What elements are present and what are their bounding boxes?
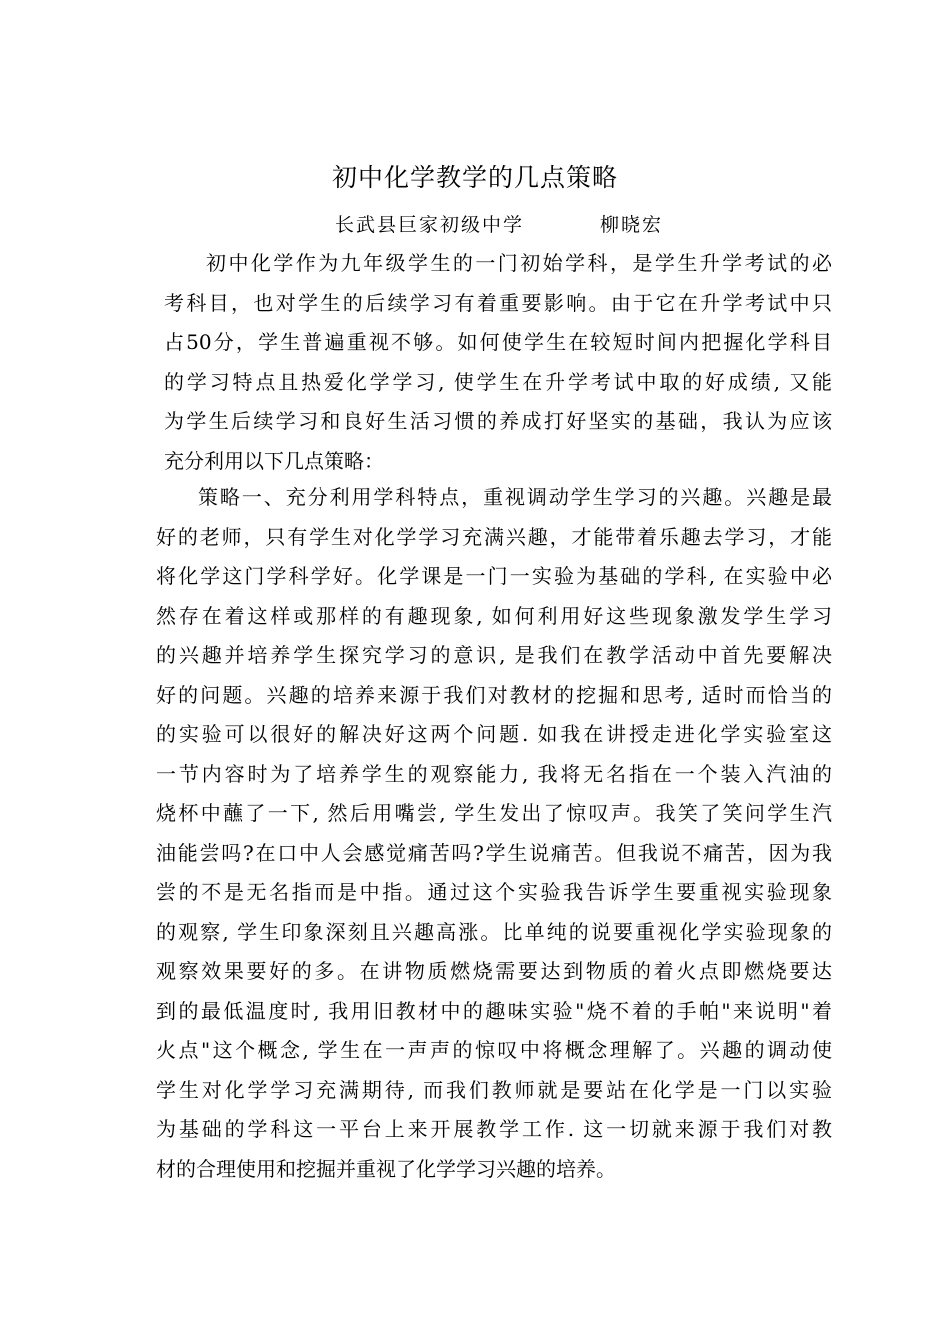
paragraph-line: 观察效果要好的多。在讲物质燃烧需要达到物质的着火点即燃烧要达: [156, 959, 832, 983]
paragraph-line: 为基础的学科这一平台上来开展教学工作. 这一切就来源于我们对教: [156, 1117, 832, 1141]
paragraph-line: 然存在着这样或那样的有趣现象, 如何利用好这些现象激发学生学习: [156, 603, 832, 628]
paragraph-line: 考科目，也对学生的后续学习有着重要影响。由于它在升学考试中只: [164, 290, 832, 315]
author-name: 柳晓宏: [600, 214, 664, 236]
paragraph-intro: [164, 244, 832, 481]
paragraph-line: 烧杯中蘸了一下, 然后用嘴尝, 学生发出了惊叹声。我笑了笑问学生汽: [156, 801, 832, 825]
paragraph-line: 学生对化学学习充满期待, 而我们教师就是要站在化学是一门以实验: [156, 1077, 832, 1102]
paragraph-line: 的兴趣并培养学生探究学习的意识, 是我们在教学活动中首先要解决: [156, 643, 832, 667]
paragraph-line: 的实验可以很好的解决好这两个问题. 如我在讲授走进化学实验室这: [156, 722, 832, 746]
paragraph-line: 将化学这门学科学好。化学课是一门一实验为基础的学科, 在实验中必: [156, 564, 832, 588]
paragraph-line: 油能尝吗?在口中人会感觉痛苦吗?学生说痛苦。但我说不痛苦，因为我: [156, 840, 832, 865]
paragraph-line: 尝的不是无名指而是中指。通过这个实验我告诉学生要重视实验现象: [156, 880, 832, 904]
paragraph-line: 初中化学作为九年级学生的一门初始学科，是学生升学考试的必: [206, 251, 832, 275]
paragraph-line: 好的老师，只有学生对化学学习充满兴趣，才能带着乐趣去学习，才能: [156, 524, 832, 549]
paragraph-line: 一节内容时为了培养学生的观察能力, 我将无名指在一个装入汽油的: [156, 761, 832, 786]
paragraph-line: 的学习特点且热爱化学学习, 使学生在升学考试中取的好成绩, 又能: [164, 369, 832, 394]
document-title: 初中化学教学的几点策略: [331, 163, 618, 192]
paragraph-line: 策略一、充分利用学科特点，重视调动学生学习的兴趣。兴趣是最: [198, 485, 832, 509]
paragraph-line: 占50分，学生普遍重视不够。如何使学生在较短时间内把握化学科目: [164, 330, 832, 354]
paragraph-line: 到的最低温度时, 我用旧教材中的趣味实验"烧不着的手帕"来说明"着: [156, 998, 832, 1023]
paragraph-line: 充分利用以下几点策略：: [164, 448, 384, 473]
paragraph-strategy-one: [156, 478, 832, 1189]
paragraph-line: 的观察, 学生印象深刻且兴趣高涨。比单纯的说要重视化学实验现象的: [156, 919, 832, 944]
school-name: 长武县巨家初级中学: [335, 214, 525, 236]
paragraph-line: 为学生后续学习和良好生活习惯的养成打好坚实的基础，我认为应该: [164, 409, 832, 433]
paragraph-line: 好的问题。兴趣的培养来源于我们对教材的挖掘和思考, 适时而恰当的: [156, 682, 832, 707]
paragraph-line: 火点"这个概念, 学生在一声声的惊叹中将概念理解了。兴趣的调动使: [156, 1038, 832, 1062]
paragraph-line: 材的合理使用和挖掘并重视了化学学习兴趣的培养。: [156, 1156, 616, 1181]
